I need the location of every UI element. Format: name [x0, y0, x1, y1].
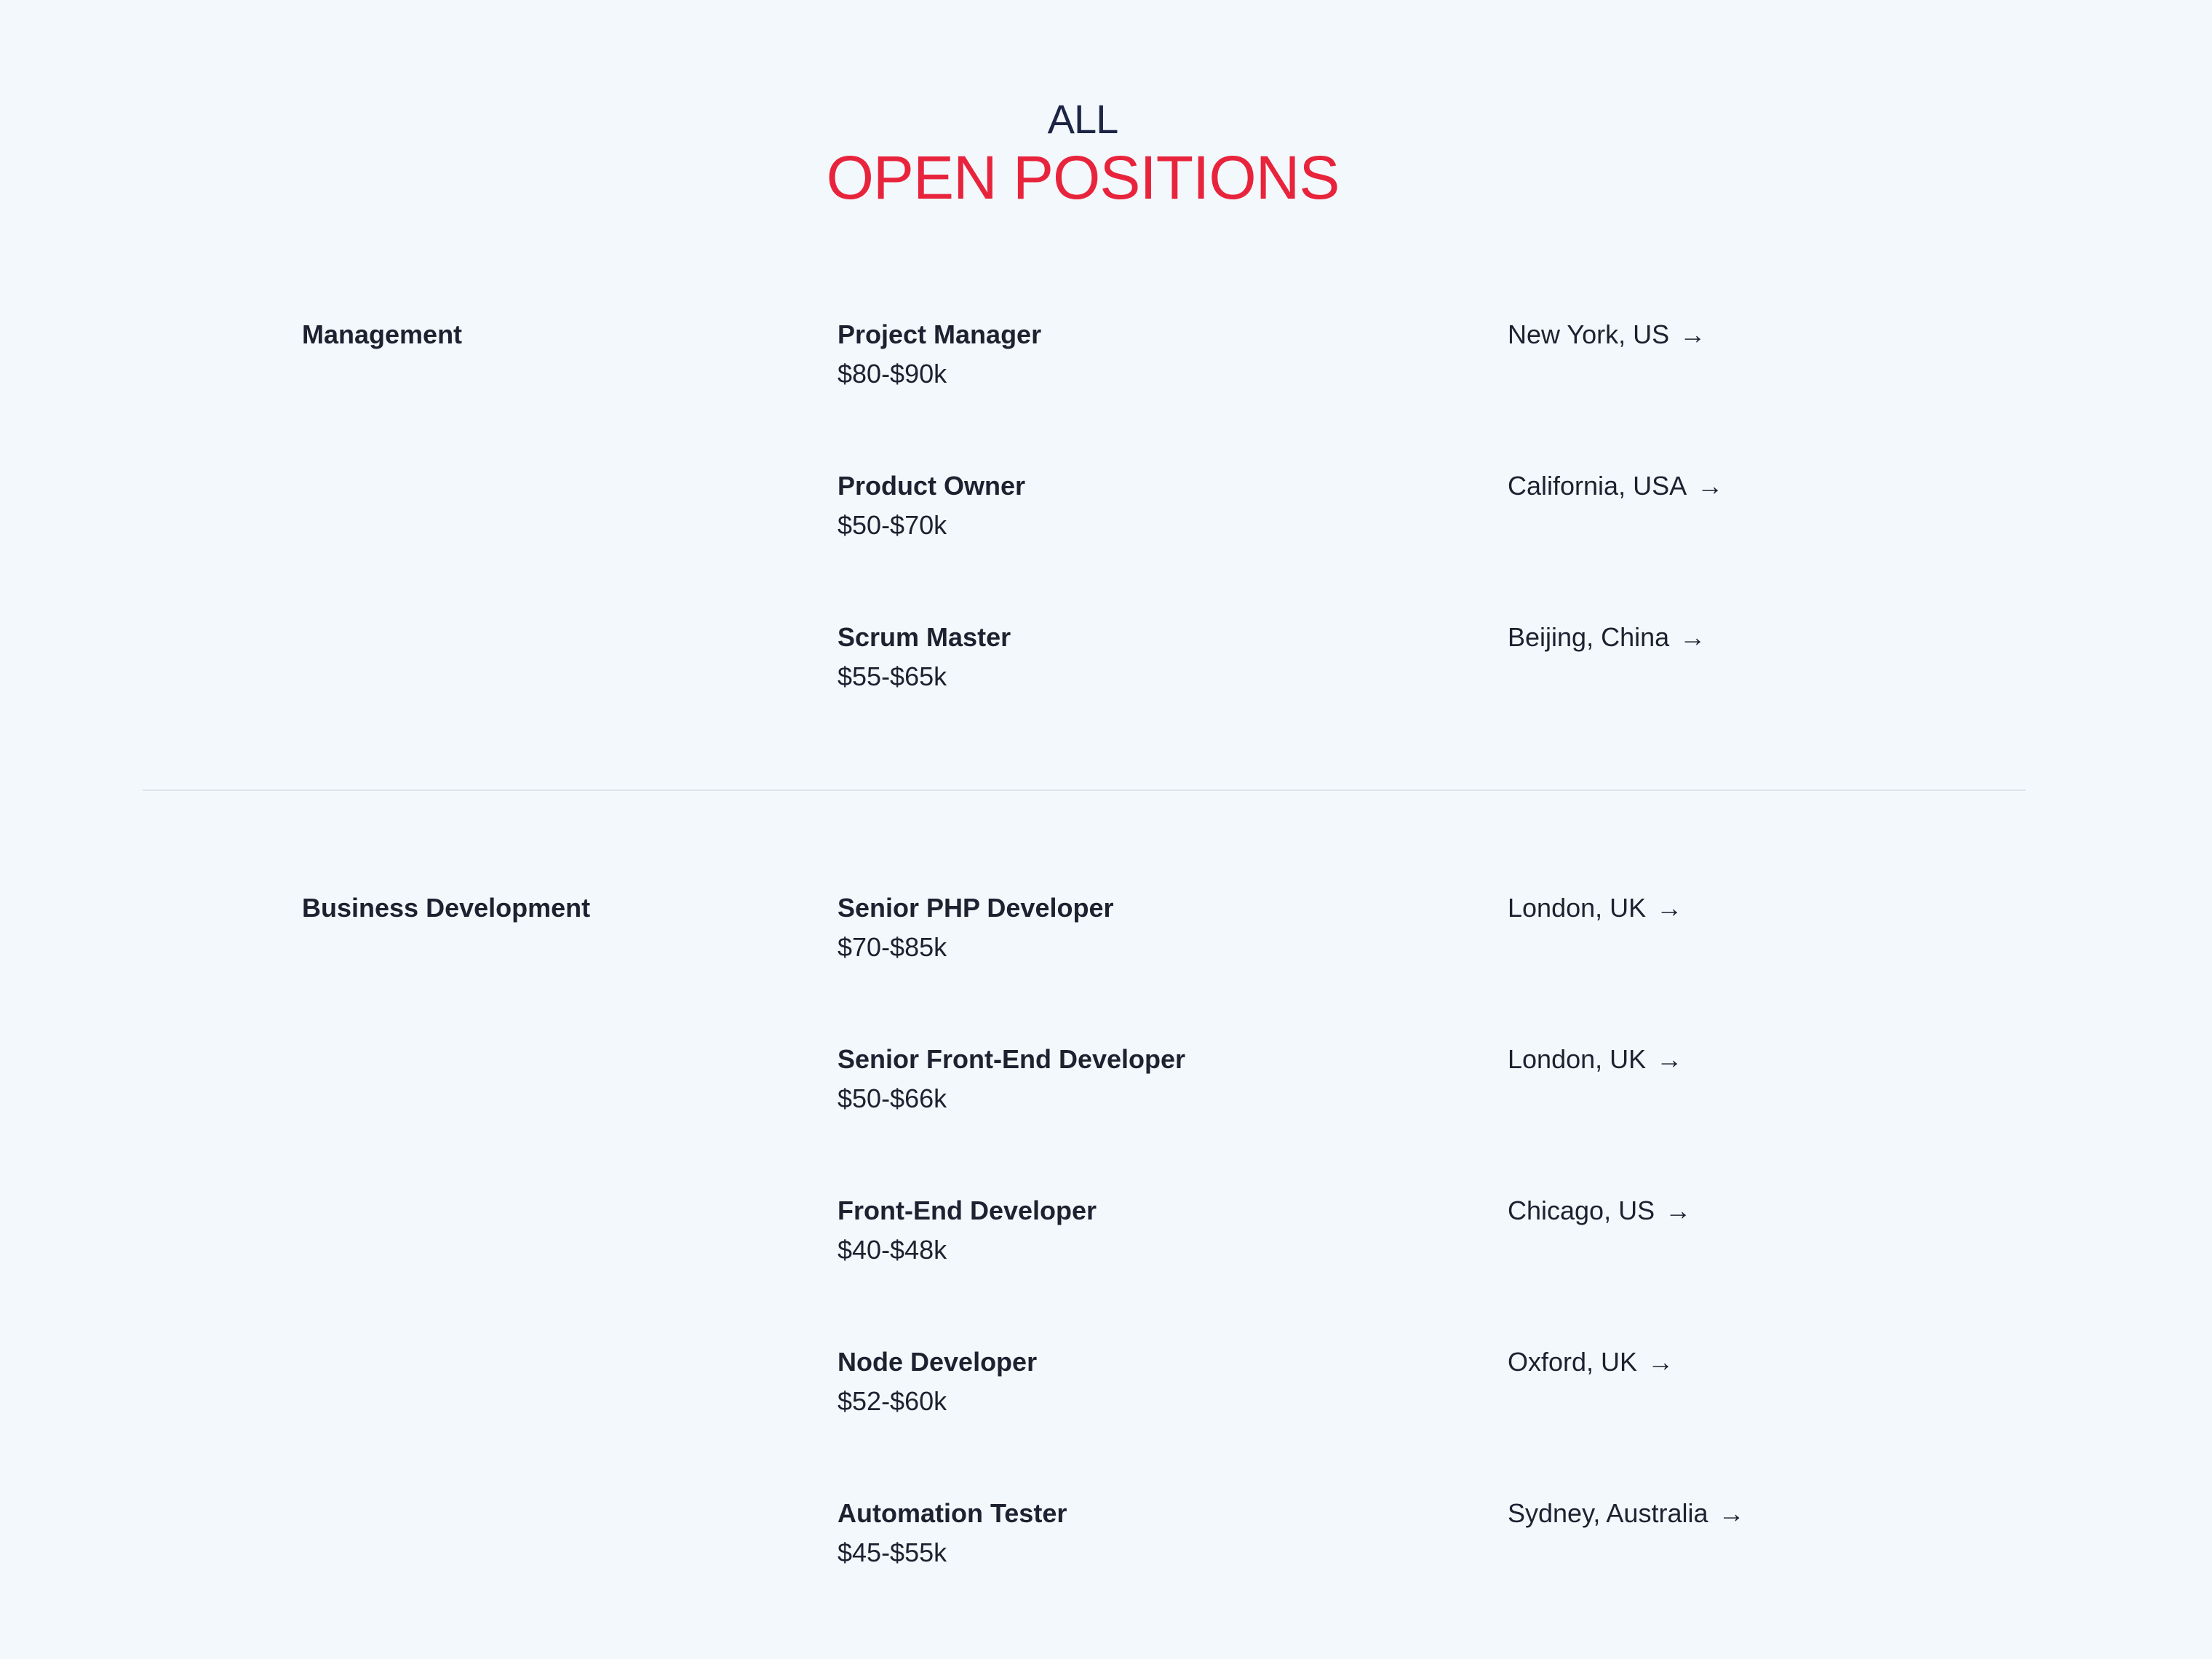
arrow-right-icon: →	[1647, 1347, 1674, 1377]
page-title: OPEN POSITIONS	[826, 143, 1340, 212]
job-salary: $55-$65k	[838, 661, 947, 691]
arrow-right-icon: →	[1656, 893, 1683, 923]
job-location-link[interactable]	[1508, 621, 1706, 653]
job-location-label: Oxford, UK	[1508, 1347, 1638, 1377]
job-salary: $50-$66k	[838, 1083, 947, 1113]
job-location-link[interactable]	[1508, 1497, 1744, 1529]
job-salary: $70-$85k	[838, 932, 947, 962]
job-location-link[interactable]	[1508, 1195, 1691, 1227]
job-title: Project Manager	[838, 319, 1042, 349]
job-location-label: London, UK	[1508, 893, 1647, 923]
job-location-label: London, UK	[1508, 1044, 1647, 1074]
job-location-label: New York, US	[1508, 319, 1670, 349]
job-title: Automation Tester	[838, 1498, 1067, 1528]
job-title: Front-End Developer	[838, 1195, 1097, 1225]
job-row	[0, 621, 2212, 701]
job-row	[0, 1497, 2212, 1578]
arrow-right-icon: →	[1656, 1044, 1683, 1074]
category-label: Management	[302, 319, 463, 349]
arrow-right-icon: →	[1697, 471, 1724, 501]
job-row	[0, 1195, 2212, 1275]
job-salary: $40-$48k	[838, 1235, 947, 1265]
arrow-right-icon: →	[1679, 319, 1706, 349]
job-row	[0, 470, 2212, 550]
job-row	[0, 892, 2212, 972]
job-title: Senior PHP Developer	[838, 893, 1114, 923]
job-location-label: Sydney, Australia	[1508, 1498, 1708, 1528]
job-title: Node Developer	[838, 1347, 1038, 1377]
heading-kicker: ALL	[1047, 96, 1118, 142]
job-location-link[interactable]	[1508, 319, 1706, 351]
arrow-right-icon: →	[1679, 622, 1706, 652]
job-location-label: Beijing, China	[1508, 622, 1670, 652]
arrow-right-icon: →	[1718, 1498, 1745, 1528]
job-row	[0, 319, 2212, 399]
job-salary: $80-$90k	[838, 359, 947, 389]
job-salary: $52-$60k	[838, 1386, 947, 1416]
job-row	[0, 1043, 2212, 1123]
section-divider	[143, 789, 2026, 791]
job-salary: $50-$70k	[838, 510, 947, 540]
job-location-label: Chicago, US	[1508, 1195, 1655, 1225]
job-location-link[interactable]	[1508, 892, 1682, 924]
job-location-link[interactable]	[1508, 1043, 1682, 1075]
category-label: Business Development	[302, 893, 591, 923]
job-row	[0, 1346, 2212, 1426]
job-title: Senior Front-End Developer	[838, 1044, 1186, 1074]
job-location-link[interactable]	[1508, 1346, 1674, 1378]
job-title: Scrum Master	[838, 622, 1011, 652]
job-location-label: California, USA	[1508, 471, 1687, 501]
job-title: Product Owner	[838, 471, 1026, 501]
arrow-right-icon: →	[1665, 1195, 1692, 1225]
job-location-link[interactable]	[1508, 470, 1723, 502]
job-salary: $45-$55k	[838, 1537, 947, 1567]
